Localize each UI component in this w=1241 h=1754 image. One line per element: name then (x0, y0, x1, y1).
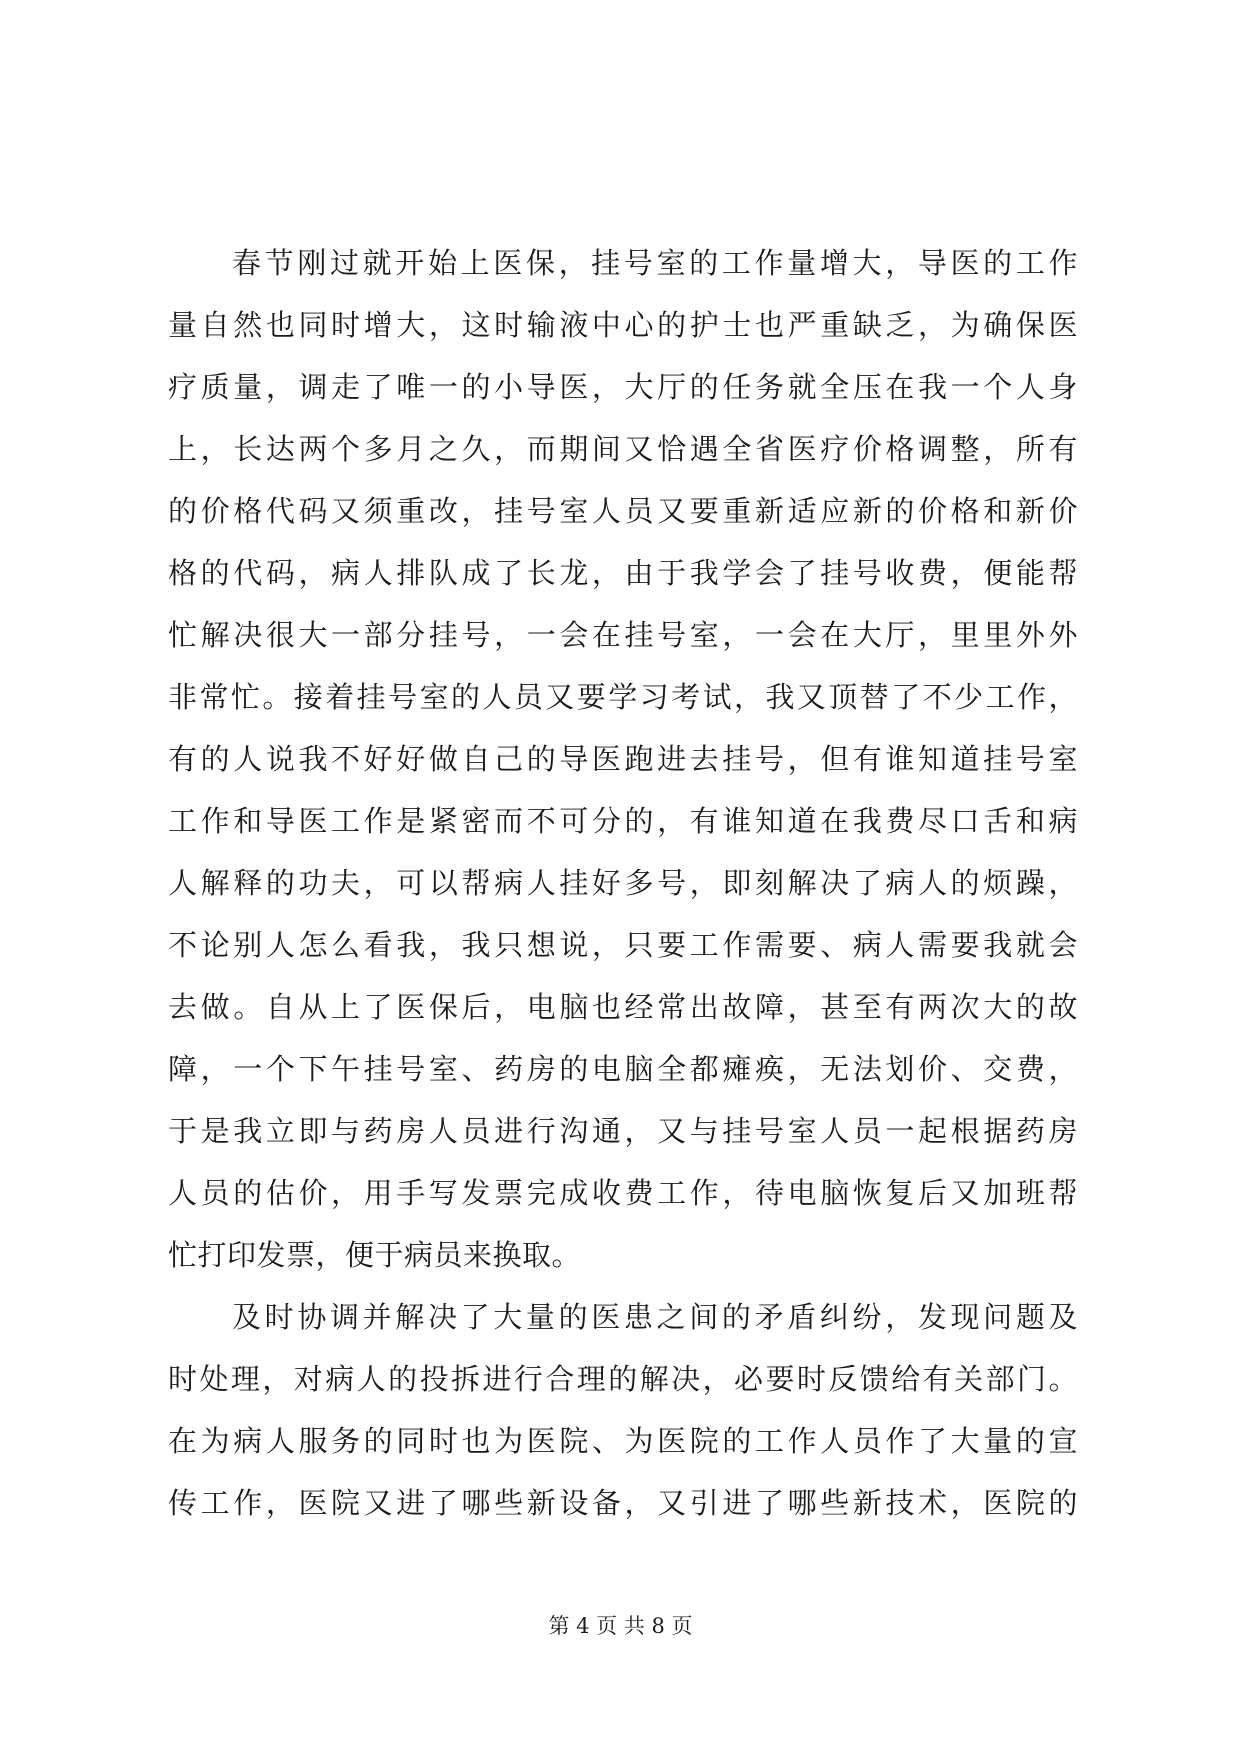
text-line: 不论别人怎么看我，我只想说，只要工作需要、病人需要我就会 (168, 928, 1078, 962)
document-body (168, 232, 1078, 1534)
page-number-footer: 第 4 页 共 8 页 (548, 1614, 693, 1638)
text-line: 春节刚过就开始上医保，挂号室的工作量增大，导医的工作 (232, 246, 1078, 280)
text-line: 工作和导医工作是紧密而不可分的，有谁知道在我费尽口舌和病 (168, 804, 1078, 838)
text-line: 时处理，对病人的投拆进行合理的解决，必要时反馈给有关部门。 (168, 1362, 1078, 1396)
text-line: 非常忙。接着挂号室的人员又要学习考试，我又顶替了不少工作， (168, 680, 1078, 714)
text-line: 及时协调并解决了大量的医患之间的矛盾纠纷，发现问题及 (232, 1300, 1078, 1334)
text-line: 传工作，医院又进了哪些新设备，又引进了哪些新技术，医院的 (168, 1486, 1078, 1520)
text-line: 忙解决很大一部分挂号，一会在挂号室，一会在大厅，里里外外 (168, 618, 1078, 652)
paragraph-1 (168, 232, 1078, 1286)
text-line: 有的人说我不好好做自己的导医跑进去挂号，但有谁知道挂号室 (168, 742, 1078, 776)
text-line: 在为病人服务的同时也为医院、为医院的工作人员作了大量的宣 (168, 1424, 1078, 1458)
paragraph-2 (168, 1286, 1078, 1534)
text-line: 上，长达两个多月之久，而期间又恰遇全省医疗价格调整，所有 (168, 432, 1078, 466)
text-line: 于是我立即与药房人员进行沟通，又与挂号室人员一起根据药房 (168, 1114, 1078, 1148)
text-line: 量自然也同时增大，这时输液中心的护士也严重缺乏，为确保医 (168, 308, 1078, 342)
text-line: 障，一个下午挂号室、药房的电脑全都瘫痪，无法划价、交费， (168, 1052, 1078, 1086)
text-line: 格的代码，病人排队成了长龙，由于我学会了挂号收费，便能帮 (168, 556, 1078, 590)
text-line: 人解释的功夫，可以帮病人挂好多号，即刻解决了病人的烦躁， (168, 866, 1078, 900)
text-line: 疗质量，调走了唯一的小导医，大厅的任务就全压在我一个人身 (168, 370, 1078, 404)
text-line: 去做。自从上了医保后，电脑也经常出故障，甚至有两次大的故 (168, 990, 1078, 1024)
text-line: 人员的估价，用手写发票完成收费工作，待电脑恢复后又加班帮 (168, 1176, 1078, 1210)
text-line: 的价格代码又须重改，挂号室人员又要重新适应新的价格和新价 (168, 494, 1078, 528)
text-line: 忙打印发票，便于病员来换取。 (168, 1238, 582, 1272)
